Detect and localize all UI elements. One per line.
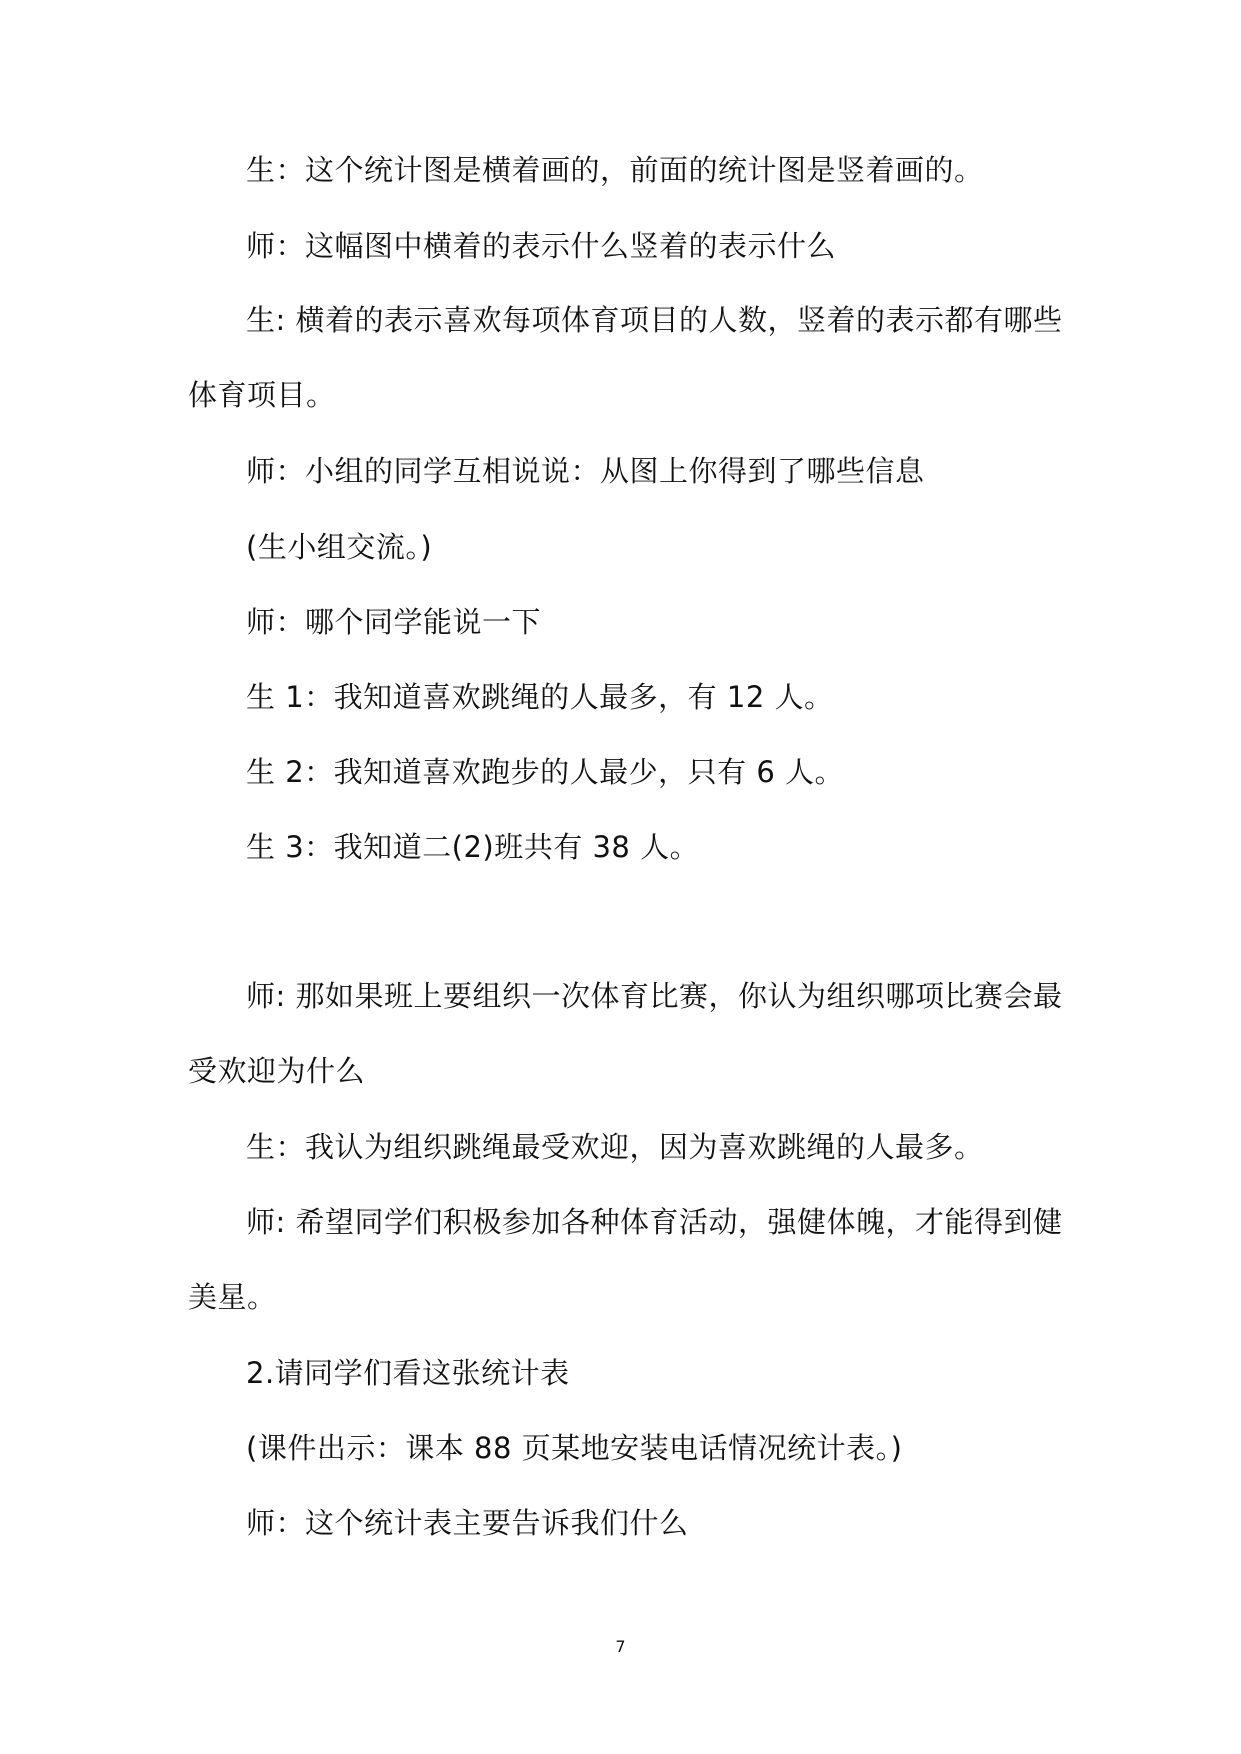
- paragraph-line: (课件出示：课本 88 页某地安装电话情况统计表。): [246, 1431, 903, 1465]
- paragraph-line: 师：这幅图中横着的表示什么竖着的表示什么: [246, 229, 837, 263]
- paragraph-line: 受欢迎为什么: [188, 1054, 366, 1088]
- page-number: 7: [615, 1637, 626, 1656]
- paragraph-line: 生 1：我知道喜欢跳绳的人最多，有 12 人。: [246, 680, 834, 714]
- paragraph-line: 生：我认为组织跳绳最受欢迎，因为喜欢跳绳的人最多。: [246, 1130, 984, 1164]
- paragraph-line: 美星。: [188, 1280, 277, 1314]
- paragraph-line: 师：哪个同学能说一下: [246, 605, 542, 639]
- paragraph-line: 师：这个统计表主要告诉我们什么: [246, 1506, 689, 1540]
- paragraph-line: 师: 希望同学们积极参加各种体育活动，强健体魄，才能得到健: [246, 1205, 1063, 1239]
- paragraph-line: (生小组交流。): [246, 530, 433, 564]
- paragraph-line: 生：这个统计图是横着画的，前面的统计图是竖着画的。: [246, 153, 984, 187]
- paragraph-line: 体育项目。: [188, 378, 336, 412]
- paragraph-line: 生: 横着的表示喜欢每项体育项目的人数，竖着的表示都有哪些: [246, 303, 1063, 337]
- paragraph-line: 生 3：我知道二(2)班共有 38 人。: [246, 830, 700, 864]
- paragraph-line: 师: 那如果班上要组织一次体育比赛，你认为组织哪项比赛会最: [246, 979, 1063, 1013]
- paragraph-line: 生 2：我知道喜欢跑步的人最少，只有 6 人。: [246, 755, 845, 789]
- paragraph-line: 师：小组的同学互相说说：从图上你得到了哪些信息: [246, 454, 925, 488]
- paragraph-line: 2.请同学们看这张统计表: [246, 1356, 570, 1390]
